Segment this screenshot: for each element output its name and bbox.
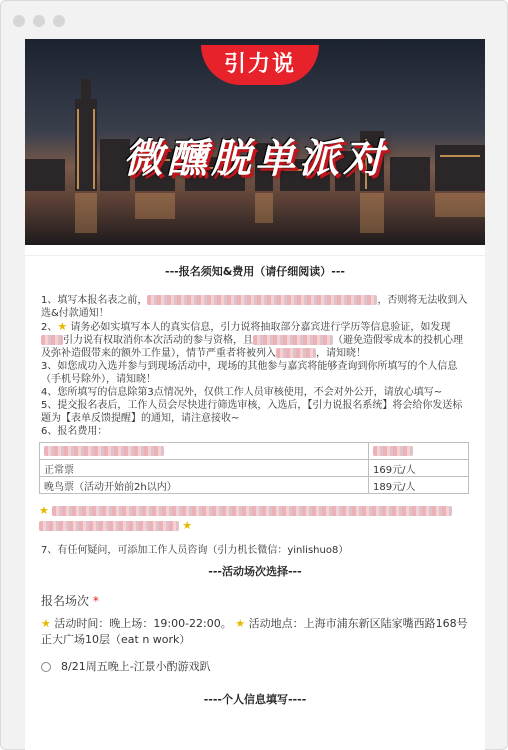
table-row (40, 443, 469, 460)
divider (25, 255, 485, 256)
activity-place: 活动地点：上海市浦东新区陆家嘴西路168号正大广场10层（eat n work） (41, 617, 468, 646)
star-icon: ★ (235, 617, 246, 630)
personal-section-heading: ----个人信息填写---- (203, 693, 307, 706)
notice-item: 4、您所填写的信息除第3点情况外，仅供工作人员审核使用，不会对外公开，请放心填写~ (41, 387, 443, 398)
window-dot-icon[interactable] (13, 15, 25, 27)
session-option-label[interactable]: 8/21周五晚上-江景小酌游戏趴 (61, 660, 211, 673)
fee-price-cell: 189元/人 (369, 477, 469, 494)
redacted-text (276, 348, 316, 358)
fee-price-cell: 169元/人 (369, 460, 469, 477)
redacted-text (44, 446, 164, 456)
fee-table (39, 442, 469, 494)
window-dot-icon[interactable] (33, 15, 45, 27)
redacted-text (373, 446, 413, 456)
required-mark: * (92, 594, 99, 608)
star-icon: ★ (41, 617, 51, 630)
fee-type-cell: 正常票 (40, 460, 369, 477)
session-option[interactable] (25, 658, 485, 676)
notice-item: 1、填写本报名表之前， ，否则将无法收到入选&付款通知！ (41, 295, 468, 319)
window-titlebar (1, 1, 507, 39)
star-icon: ★ (39, 504, 49, 517)
star-icon: ★ (182, 519, 193, 532)
redacted-text (147, 295, 377, 305)
activity-section-heading: ---活动场次选择--- (208, 565, 302, 578)
notice-item: 2、★ 请务必如实填写本人的真实信息，引力说将抽取部分嘉宾进行学历等信息验证，如发现引力说有权取消你本次活动的参与资格，且 （避免造假零成本的投机心理及弥补造假带来的额外工作量），情节严重者将被列入 ，请知晓！ (41, 320, 463, 359)
brand-badge: 引力说 (201, 45, 319, 85)
table-row (40, 477, 469, 494)
table-row (40, 460, 469, 477)
activity-time: 活动时间：晚上场：19:00-22:00。 (54, 617, 232, 630)
redacted-notice (39, 504, 471, 534)
notice-item: 5、提交报名表后，工作人员会尽快进行筛选审核，入选后，【引力说报名系统】将会给你发送标题为【表单反馈提醒】的通知，请注意接收~ (41, 400, 463, 424)
redacted-text (52, 506, 452, 516)
notice-item: 6、报名费用： (41, 426, 108, 437)
redacted-text (253, 335, 333, 345)
table-cell (40, 443, 369, 460)
notice-section-heading: ---报名须知&费用（请仔细阅读）--- (165, 265, 345, 278)
window-dot-icon[interactable] (53, 15, 65, 27)
table-cell (369, 443, 469, 460)
session-field-label: 报名场次 * (41, 594, 99, 608)
activity-info (25, 616, 485, 648)
redacted-text (39, 521, 179, 531)
form-page (25, 39, 485, 750)
event-banner (25, 39, 485, 245)
star-icon: ★ (57, 320, 68, 333)
redacted-text (41, 335, 63, 345)
contact-info: 7、有任何疑问，可添加工作人员咨询（引力机长微信：yinlishuo8） (41, 545, 349, 556)
banner-title: 微醺脱单派对 (123, 136, 387, 182)
fee-type-cell: 晚鸟票（活动开始前2h以内） (40, 477, 369, 494)
notice-item: 3、如您成功入选并参与到现场活动中，现场的其他参与嘉宾将能够查询到你所填写的个人信息（手机号除外），请知晓！ (41, 361, 458, 385)
radio-icon[interactable] (41, 662, 51, 672)
notice-list (25, 280, 485, 438)
